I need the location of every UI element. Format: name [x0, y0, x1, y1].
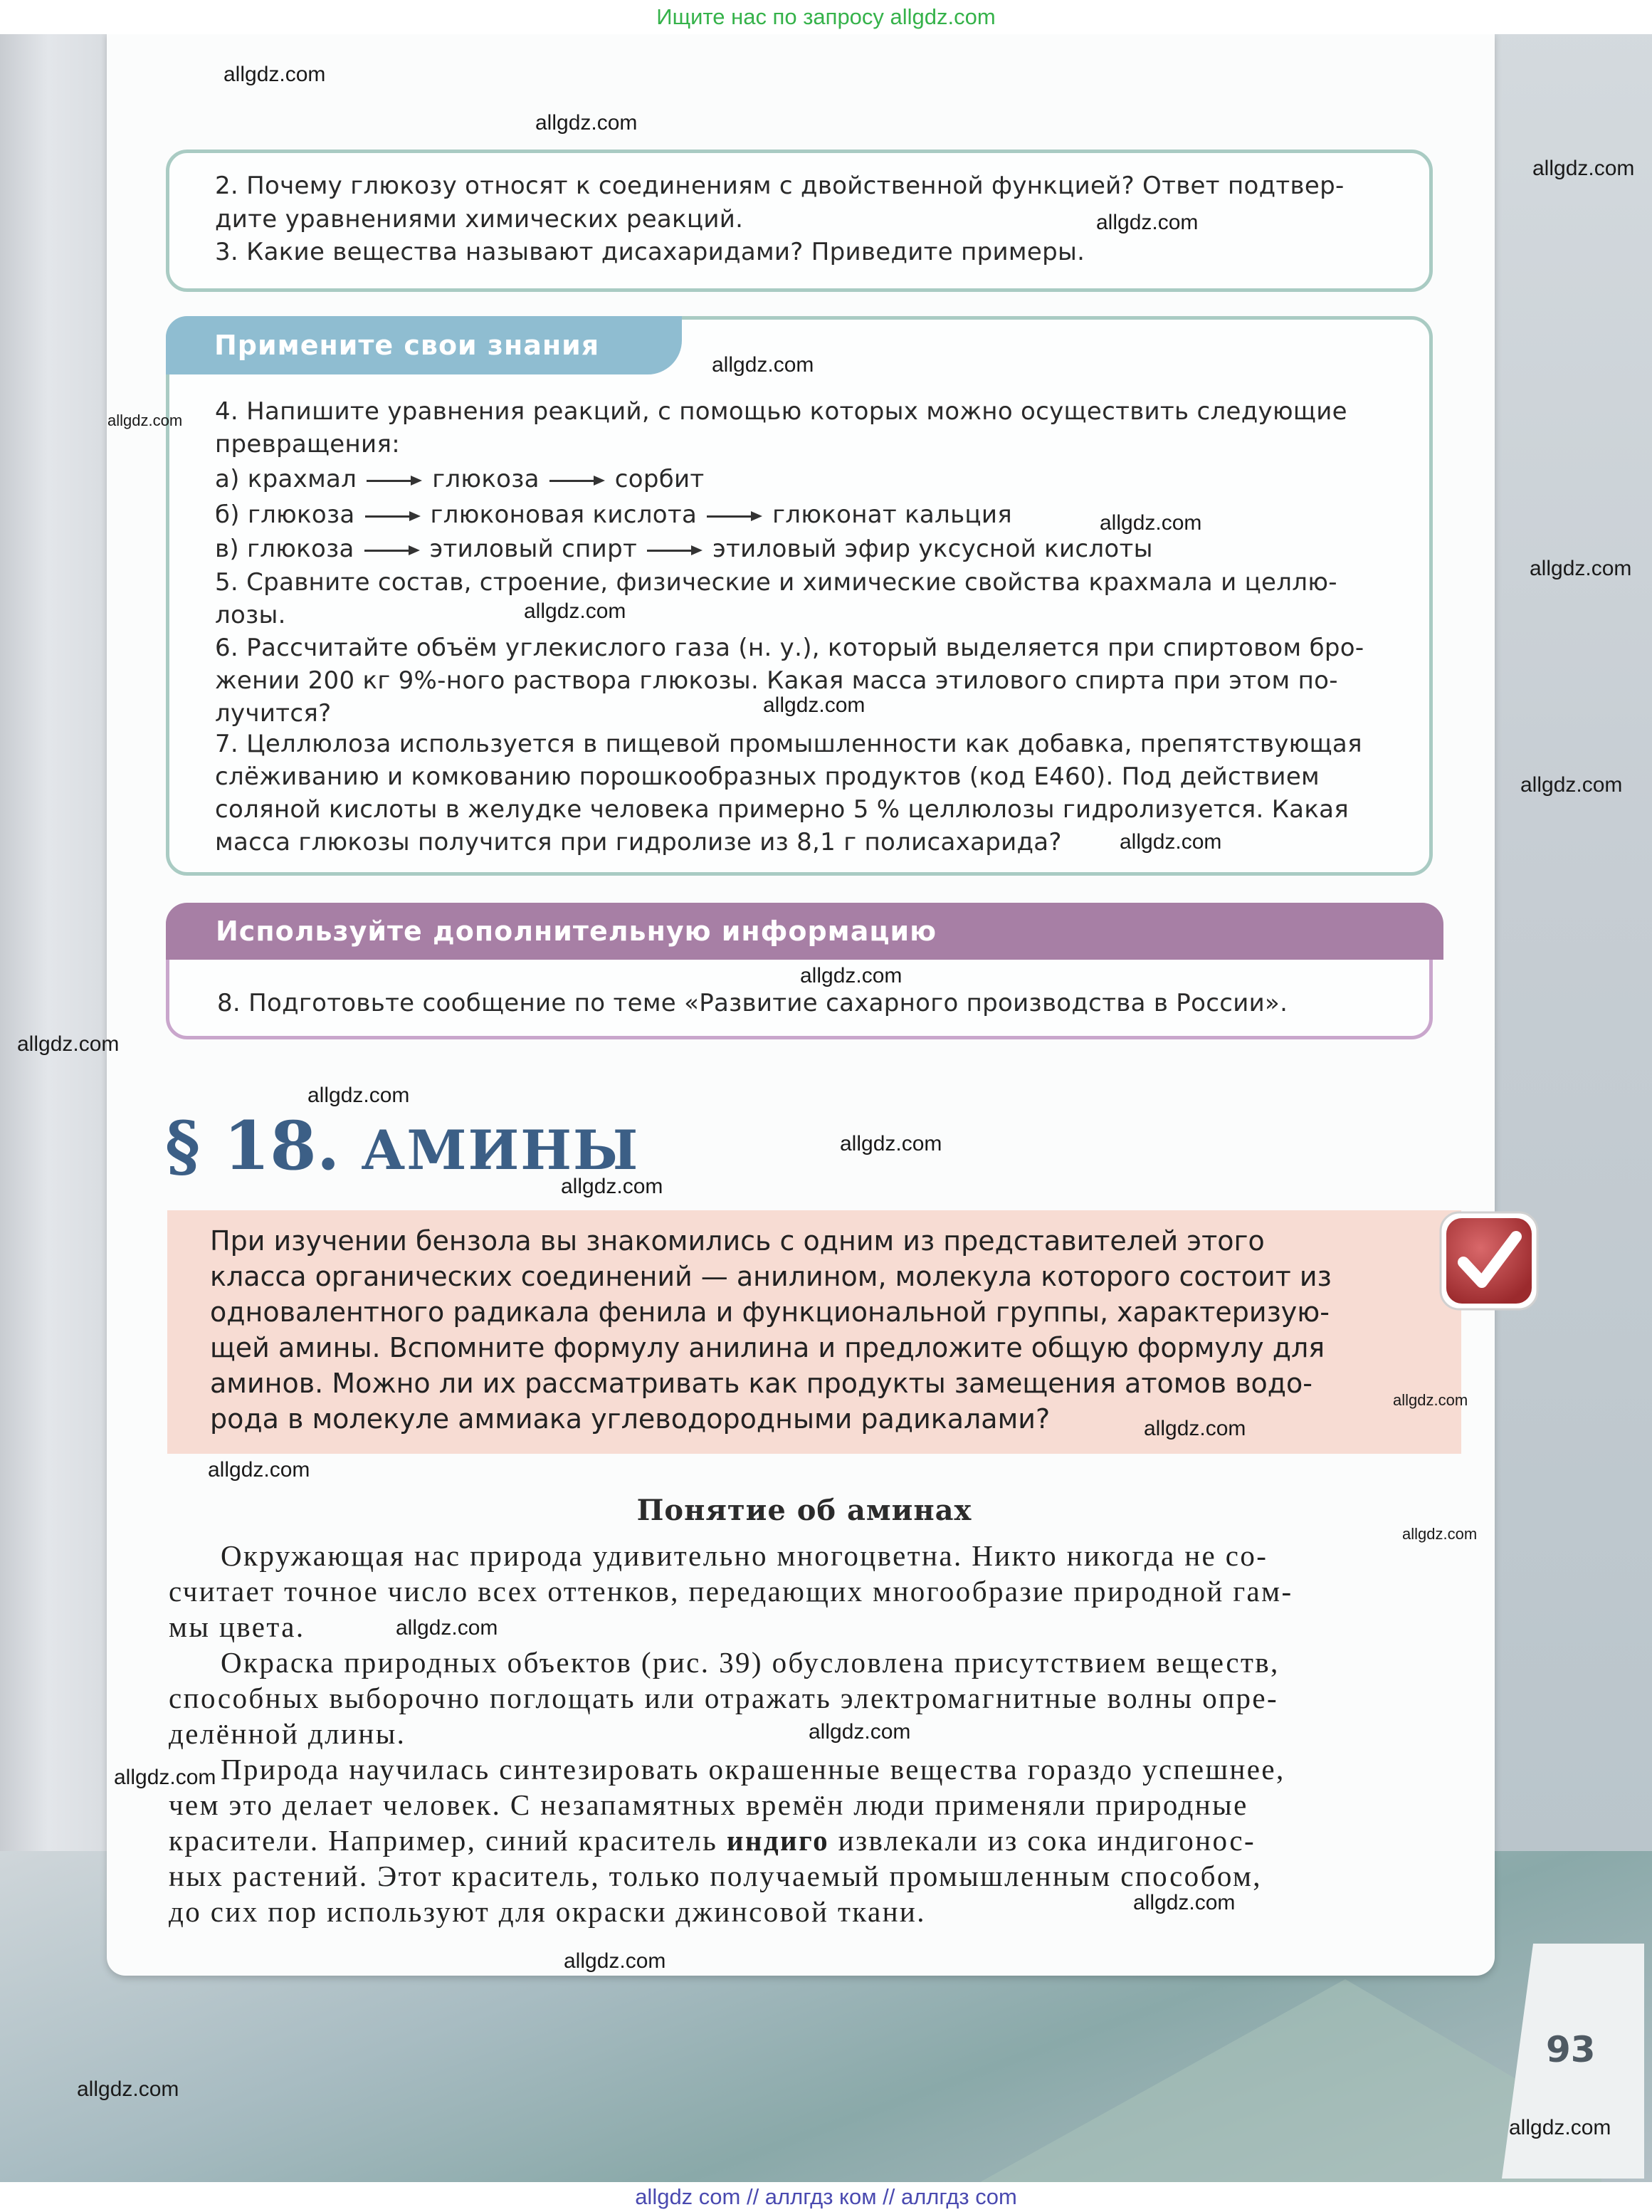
- watermark: allgdz.com: [712, 353, 814, 377]
- question-line: масса глюкозы получится при гидролизе из 8,1 г полисахарида?: [215, 828, 1062, 856]
- watermark: allgdz.com: [1532, 157, 1635, 180]
- question-line: 2. Почему глюкозу относят к соединениям с двойственной функцией? Ответ подтвер-: [215, 172, 1345, 200]
- chain-item: глюкоза: [432, 465, 540, 493]
- chain-item: а) крахмал: [215, 465, 357, 493]
- watermark: allgdz.com: [1520, 773, 1623, 797]
- question-line: слёживанию и комкованию порошкообразных продуктов (код Е460). Под действием: [215, 762, 1320, 791]
- watermark: allgdz.com: [1530, 557, 1632, 580]
- question-line: 4. Напишите уравнения реакций, с помощью которых можно осуществить следующие: [215, 397, 1347, 426]
- watermark: allgdz.com: [1509, 2116, 1611, 2139]
- watermark: allgdz.com: [1096, 211, 1199, 234]
- question-line: соляной кислоты в желудке человека примерно 5 % целлюлозы гидролизуется. Какая: [215, 795, 1350, 824]
- page-number: 93: [1546, 2029, 1596, 2070]
- transformation-chain-c: [215, 533, 1153, 565]
- intro-line: щей амины. Вспомните формулу анилина и предложите общую формулу для: [210, 1332, 1325, 1363]
- arrow-icon: [367, 473, 422, 488]
- watermark: allgdz.com: [763, 693, 866, 717]
- watermark: allgdz.com: [1120, 830, 1222, 854]
- body-line: [169, 1823, 1256, 1858]
- question-line: лозы.: [215, 601, 286, 629]
- intro-line: рода в молекуле аммиака углеводородными радикалами?: [210, 1403, 1051, 1435]
- question-line: 3. Какие вещества называют дисахаридами? Приведите примеры.: [215, 238, 1085, 266]
- arrow-icon: [707, 509, 762, 523]
- chain-item: б) глюкоза: [215, 500, 355, 529]
- arrow-icon: [647, 543, 703, 557]
- question-line: превращения:: [215, 430, 400, 458]
- term-indigo: индиго: [726, 1824, 829, 1857]
- chain-item: глюконат кальция: [772, 500, 1013, 529]
- watermark: allgdz.com: [561, 1175, 663, 1198]
- watermark: allgdz.com: [1393, 1391, 1468, 1409]
- intro-line: класса органических соединений — анилином, молекула которого состоит из: [210, 1261, 1332, 1292]
- question-line: лучится?: [215, 699, 332, 728]
- watermark: allgdz.com: [77, 2077, 179, 2101]
- body-line: до сих пор используют для окраски джинсовой ткани.: [169, 1895, 926, 1928]
- top-banner[interactable]: Ищите нас по запросу allgdz.com: [0, 0, 1652, 34]
- body-line: Окраска природных объектов (рис. 39) обусловлена присутствием веществ,: [221, 1646, 1280, 1679]
- body-line: мы цвета.: [169, 1610, 305, 1643]
- section-title: АМИНЫ: [361, 1118, 640, 1182]
- question-line: 5. Сравните состав, строение, физические и химические свойства крахмала и целлю-: [215, 568, 1337, 597]
- body-line: Природа научилась синтезировать окрашенные вещества гораздо успешнее,: [221, 1753, 1285, 1786]
- checkmark-icon: [1436, 1208, 1542, 1314]
- arrow-icon: [549, 473, 605, 488]
- section-number: § 18.: [165, 1107, 340, 1185]
- body-line: способных выборочно поглощать или отражать электромагнитные волны опре-: [169, 1682, 1279, 1714]
- extra-info-title: Используйте дополнительную информацию: [166, 903, 1443, 960]
- watermark: allgdz.com: [17, 1032, 120, 1056]
- arrow-icon: [364, 543, 420, 557]
- chain-item: глюконовая кислота: [430, 500, 698, 529]
- question-line: 7. Целлюлоза используется в пищевой промышленности как добавка, препятствующая: [215, 730, 1362, 758]
- chain-item: сорбит: [614, 465, 705, 493]
- transformation-chain-a: [215, 463, 705, 496]
- chain-item: этиловый спирт: [429, 535, 638, 563]
- watermark: allgdz.com: [114, 1766, 216, 1789]
- transformation-chain-b: [215, 498, 1012, 531]
- bottom-banner[interactable]: allgdz com // аллгдз ком // аллгдз com: [0, 2182, 1652, 2212]
- watermark: allgdz.com: [1133, 1891, 1236, 1914]
- intro-line: При изучении бензола вы знакомились с одним из представителей этого: [210, 1225, 1265, 1257]
- chain-item: в) глюкоза: [215, 535, 354, 563]
- watermark: allgdz.com: [107, 412, 183, 429]
- watermark: allgdz.com: [564, 1949, 666, 1973]
- watermark: allgdz.com: [223, 63, 326, 86]
- question-line: 6. Рассчитайте объём углекислого газа (н. у.), который выделяется при спиртовом бро-: [215, 634, 1364, 662]
- body-fragment: красители. Например, синий краситель: [169, 1824, 727, 1857]
- watermark: allgdz.com: [800, 964, 903, 987]
- watermark: allgdz.com: [840, 1132, 942, 1155]
- watermark: allgdz.com: [535, 111, 638, 135]
- watermark: allgdz.com: [1402, 1525, 1478, 1543]
- subheading: Понятие об аминах: [636, 1494, 972, 1527]
- question-line: 8. Подготовьте сообщение по теме «Развитие сахарного производства в России».: [217, 989, 1288, 1017]
- body-line: ных растений. Этот краситель, только получаемый промышленным способом,: [169, 1860, 1262, 1892]
- intro-line: одновалентного радикала фенила и функциональной группы, характеризую-: [210, 1296, 1330, 1328]
- watermark: allgdz.com: [809, 1720, 911, 1744]
- body-line: считает точное число всех оттенков, передающих многообразие природной гам-: [169, 1575, 1293, 1608]
- question-line: жении 200 кг 9%-ного раствора глюкозы. Какая масса этилового спирта при этом по-: [215, 666, 1338, 695]
- question-line: дите уравнениями химических реакций.: [215, 205, 744, 234]
- watermark: allgdz.com: [524, 599, 626, 623]
- body-line: чем это делает человек. С незапамятных времён люди применяли природные: [169, 1788, 1248, 1821]
- watermark: allgdz.com: [396, 1616, 498, 1640]
- body-line: делённой длины.: [169, 1717, 406, 1750]
- watermark: allgdz.com: [1100, 511, 1202, 535]
- section-heading: [165, 1107, 639, 1185]
- chain-item: этиловый эфир уксусной кислоты: [712, 535, 1153, 563]
- apply-knowledge-title: Примените свои знания: [166, 316, 682, 374]
- intro-line: аминов. Можно ли их рассматривать как продукты замещения атомов водо-: [210, 1368, 1313, 1399]
- body-line: Окружающая нас природа удивительно многоцветна. Никто никогда не со-: [221, 1539, 1268, 1572]
- arrow-icon: [365, 509, 421, 523]
- watermark: allgdz.com: [307, 1084, 410, 1107]
- watermark: allgdz.com: [208, 1458, 310, 1482]
- watermark: allgdz.com: [1144, 1417, 1246, 1440]
- body-fragment: извлекали из сока индигонос-: [828, 1824, 1256, 1857]
